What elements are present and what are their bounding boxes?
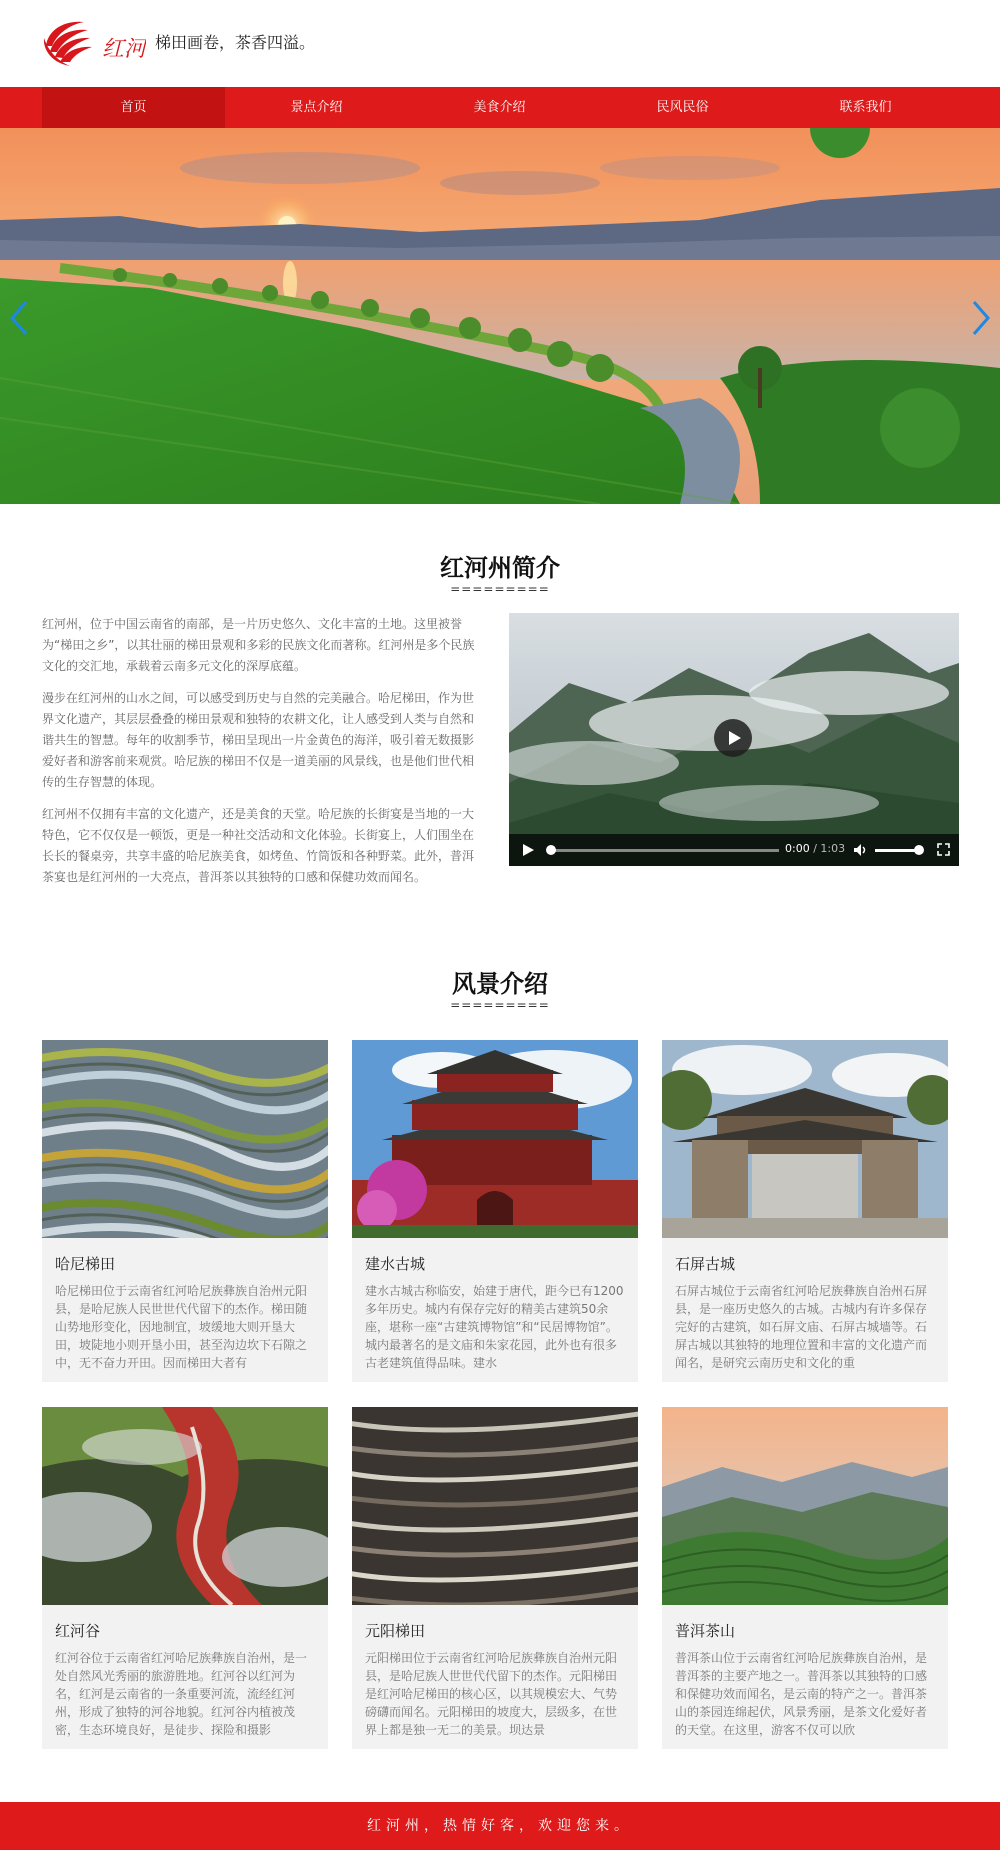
volume-icon[interactable] bbox=[853, 843, 867, 857]
card-title: 元阳梯田 bbox=[365, 1622, 426, 1640]
card-image-jianshui bbox=[352, 1040, 638, 1238]
card-title: 普洱茶山 bbox=[675, 1622, 736, 1640]
nav-item-contact[interactable]: 联系我们 bbox=[839, 100, 892, 115]
logo-text: 红河 bbox=[102, 37, 146, 62]
intro-text bbox=[42, 614, 485, 899]
volume-handle[interactable] bbox=[914, 845, 924, 855]
card-title: 石屏古城 bbox=[675, 1255, 736, 1273]
time-current: 0:00 bbox=[785, 842, 810, 855]
nav-item-customs[interactable]: 民风民俗 bbox=[656, 100, 709, 115]
intro-title-rule: ========= bbox=[450, 582, 550, 596]
play-button[interactable] bbox=[714, 719, 752, 757]
card-image-yuanyang bbox=[352, 1407, 638, 1605]
scenery-card[interactable] bbox=[352, 1040, 638, 1382]
scenery-card[interactable] bbox=[662, 1407, 948, 1749]
intro-video[interactable] bbox=[509, 613, 959, 866]
scenery-card[interactable] bbox=[662, 1040, 948, 1382]
intro-paragraph: 红河州，位于中国云南省的南部，是一片历史悠久、文化丰富的土地。这里被誉为“梯田之乡”，以其壮丽的梯田景观和多彩的民族文化而著称。红河州是多个民族文化的交汇地，承载着云南多元文化的深厚底蕴。 bbox=[42, 617, 475, 673]
nav-item-home[interactable]: 首页 bbox=[42, 87, 225, 128]
nav-item-attractions[interactable]: 景点介绍 bbox=[290, 100, 343, 115]
scenery-title: 风景介绍 bbox=[452, 970, 548, 998]
chevron-left-icon[interactable] bbox=[8, 298, 30, 338]
time-separator: / bbox=[809, 842, 821, 855]
card-image-red-river-valley bbox=[42, 1407, 328, 1605]
volume-slider[interactable] bbox=[875, 849, 919, 852]
card-title: 红河谷 bbox=[55, 1622, 101, 1640]
header-slogan: 梯田画卷，茶香四溢。 bbox=[155, 33, 316, 52]
hero-carousel bbox=[0, 128, 1000, 504]
nav-item-food[interactable]: 美食介绍 bbox=[473, 100, 526, 115]
scenery-title-rule: ========= bbox=[450, 998, 550, 1012]
intro-paragraph: 漫步在红河州的山水之间，可以感受到历史与自然的完美融合。哈尼梯田，作为世界文化遗产，其层层叠叠的梯田景观和独特的农耕文化，让人感受到人类与自然和谐共生的智慧。每年的收割季节，梯田呈现出一片金黄色的海洋，吸引着无数摄影爱好者和游客前来观赏。哈尼族的梯田不仅是一道美丽的风景线，也是他们世代相传的生存智慧的体现。 bbox=[42, 691, 475, 789]
card-text: 石屏古城位于云南省红河哈尼族彝族自治州石屏县，是一座历史悠久的古城。古城内有许多保存完好的古建筑，如石屏文庙、石屏古城墙等。石屏古城以其独特的地理位置和丰富的文化遗产而闻名，是研究云南历史和文化的重 bbox=[675, 1284, 928, 1370]
scenery-card[interactable] bbox=[42, 1040, 328, 1382]
scenery-card[interactable] bbox=[352, 1407, 638, 1749]
card-text: 建水古城古称临安，始建于唐代，距今已有1200多年历史。城内有保存完好的精美古建筑50余座，堪称一座“古建筑博物馆”和“民居博物馆”。城内最著名的是文庙和朱家花园，此外也有很多古老建筑值得品味。建水 bbox=[365, 1284, 624, 1370]
main-nav bbox=[0, 87, 1000, 128]
card-image-puer-tea-mountain bbox=[662, 1407, 948, 1605]
video-controls bbox=[509, 834, 959, 866]
fullscreen-icon[interactable] bbox=[937, 843, 950, 856]
card-image-hani-terraces bbox=[42, 1040, 328, 1238]
control-play-icon[interactable] bbox=[521, 843, 535, 857]
progress-track[interactable] bbox=[549, 849, 779, 852]
card-title: 哈尼梯田 bbox=[55, 1255, 116, 1273]
card-text: 哈尼梯田位于云南省红河哈尼族彝族自治州元阳县，是哈尼族人民世世代代留下的杰作。梯田随山势地形变化，因地制宜，坡缓地大则开垦大田，坡陡地小则开垦小田，甚至沟边坎下石隙之中，无不奋力开田。因而梯田大者有 bbox=[55, 1284, 308, 1370]
intro-paragraph: 红河州不仅拥有丰富的文化遗产，还是美食的天堂。哈尼族的长街宴是当地的一大特色，它不仅仅是一顿饭，更是一种社交活动和文化体验。长街宴上，人们围坐在长长的餐桌旁，共享丰盛的哈尼族美食，如烤鱼、竹筒饭和各种野菜。此外，普洱茶宴也是红河州的一大亮点，普洱茶以其独特的口感和保健功效而闻名。 bbox=[42, 807, 475, 884]
card-text: 普洱茶山位于云南省红河哈尼族彝族自治州，是普洱茶的主要产地之一。普洱茶以其独特的口感和保健功效而闻名，是云南的特产之一。普洱茶山的茶园连绵起伏，风景秀丽，是茶文化爱好者的天堂。在这里，游客不仅可以欣 bbox=[675, 1651, 928, 1737]
time-total: 1:03 bbox=[820, 842, 846, 855]
site-footer: 红河州，热情好客，欢迎您来。 bbox=[0, 1802, 1000, 1850]
chevron-right-icon[interactable] bbox=[970, 298, 992, 338]
card-text: 红河谷位于云南省红河哈尼族彝族自治州，是一处自然风光秀丽的旅游胜地。红河谷以红河为名，红河是云南省的一条重要河流，流经红河州，形成了独特的河谷地貌。红河谷内植被茂密，生态环境良好，是徒步、探险和摄影 bbox=[55, 1651, 308, 1737]
site-header bbox=[0, 0, 1000, 87]
card-text: 元阳梯田位于云南省红河哈尼族彝族自治州元阳县，是哈尼族人世世代代留下的杰作。元阳梯田是红河哈尼梯田的核心区，以其规模宏大、气势磅礴而闻名。元阳梯田的坡度大，层级多，在世界上都是独一无二的美景。坝达景 bbox=[365, 1651, 618, 1737]
hero-image bbox=[0, 128, 1000, 504]
card-title: 建水古城 bbox=[365, 1255, 426, 1273]
intro-title: 红河州简介 bbox=[440, 554, 560, 582]
progress-handle[interactable] bbox=[546, 845, 556, 855]
card-image-shiping bbox=[662, 1040, 948, 1238]
logo-swoosh-icon bbox=[44, 22, 92, 66]
site-logo[interactable] bbox=[42, 16, 146, 70]
scenery-card[interactable] bbox=[42, 1407, 328, 1749]
video-time bbox=[785, 842, 845, 855]
play-icon bbox=[714, 719, 752, 757]
